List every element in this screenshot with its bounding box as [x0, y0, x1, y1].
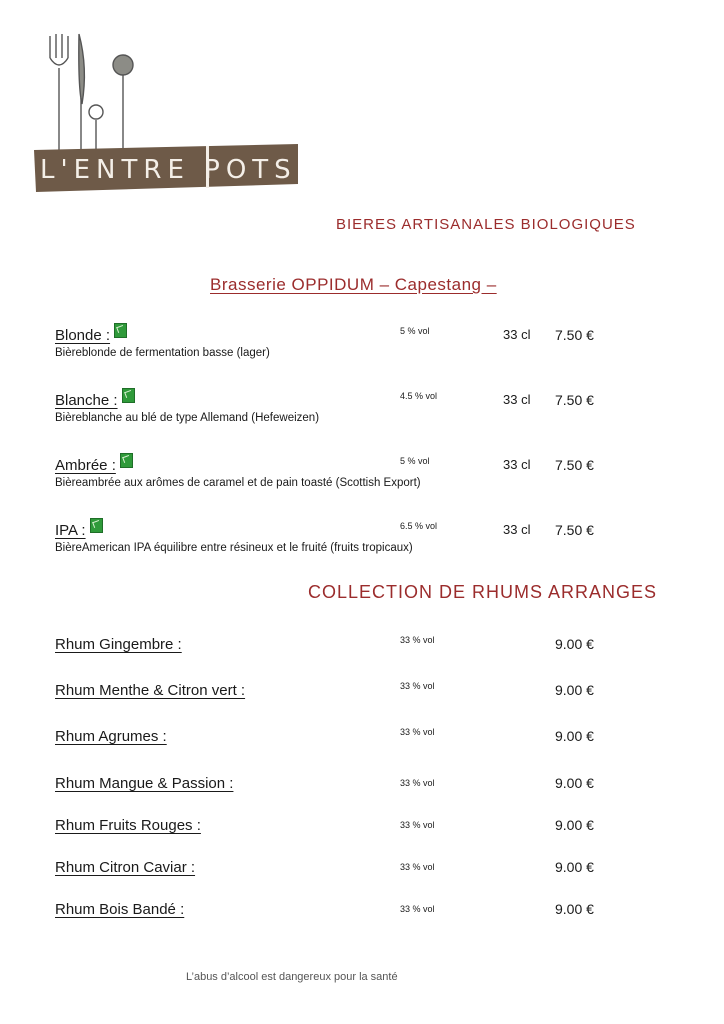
beer-volume: 6.5 % vol: [400, 521, 438, 531]
rum-price: 9.00 €: [555, 728, 594, 744]
beer-size: 33 cl: [503, 392, 531, 407]
logo-text: L'ENTRE POTS: [40, 155, 297, 185]
health-warning: L’abus d’alcool est dangereux pour la santé: [186, 971, 398, 983]
organic-label-icon: [122, 388, 135, 403]
beer-description: BièreAmerican IPA équilibre entre résineux et le fruité (fruits tropicaux): [55, 542, 413, 554]
rum-price: 9.00 €: [555, 817, 594, 833]
beer-size: 33 cl: [503, 457, 531, 472]
rum-price: 9.00 €: [555, 901, 594, 917]
rum-volume: 33 % vol: [400, 862, 435, 872]
rum-name: Rhum Bois Bandé :: [55, 901, 185, 918]
beer-name: Ambrée :: [55, 457, 133, 474]
rum-volume: 33 % vol: [400, 681, 435, 691]
beer-volume: 4.5 % vol: [400, 391, 438, 401]
organic-label-icon: [114, 323, 127, 338]
beer-size: 33 cl: [503, 522, 531, 537]
beer-description: Bièreblonde de fermentation basse (lager): [55, 347, 270, 359]
rum-name: Rhum Agrumes :: [55, 728, 167, 745]
rum-name: Rhum Menthe & Citron vert :: [55, 682, 246, 699]
rum-name: Rhum Fruits Rouges :: [55, 817, 201, 834]
beer-section-title: BIERES ARTISANALES BIOLOGIQUES: [336, 216, 636, 233]
rum-price: 9.00 €: [555, 636, 594, 652]
beer-price: 7.50 €: [555, 327, 594, 343]
rum-volume: 33 % vol: [400, 820, 435, 830]
beer-volume: 5 % vol: [400, 456, 430, 466]
organic-label-icon: [90, 518, 103, 533]
beer-name: IPA :: [55, 522, 103, 539]
beer-price: 7.50 €: [555, 457, 594, 473]
rum-volume: 33 % vol: [400, 778, 435, 788]
beer-price: 7.50 €: [555, 522, 594, 538]
beer-volume: 5 % vol: [400, 326, 430, 336]
rum-price: 9.00 €: [555, 682, 594, 698]
beer-name: Blanche :: [55, 392, 135, 409]
rum-price: 9.00 €: [555, 859, 594, 875]
beer-price: 7.50 €: [555, 392, 594, 408]
rum-price: 9.00 €: [555, 775, 594, 791]
beer-description: Bièreblanche au blé de type Allemand (Hefeweizen): [55, 412, 320, 424]
rum-volume: 33 % vol: [400, 727, 435, 737]
rum-volume: 33 % vol: [400, 904, 435, 914]
rum-name: Rhum Mangue & Passion :: [55, 775, 234, 792]
beer-description: Bièreambrée aux arômes de caramel et de pain toasté (Scottish Export): [55, 477, 421, 489]
rum-name: Rhum Gingembre :: [55, 636, 182, 653]
brewery-name: Brasserie OPPIDUM – Capestang –: [210, 275, 497, 294]
rum-section-title: COLLECTION DE RHUMS ARRANGES: [308, 582, 658, 602]
rum-name: Rhum Citron Caviar :: [55, 859, 196, 876]
restaurant-logo: [30, 28, 305, 198]
organic-label-icon: [120, 453, 133, 468]
rum-volume: 33 % vol: [400, 635, 435, 645]
beer-size: 33 cl: [503, 327, 531, 342]
beer-name: Blonde :: [55, 327, 127, 344]
